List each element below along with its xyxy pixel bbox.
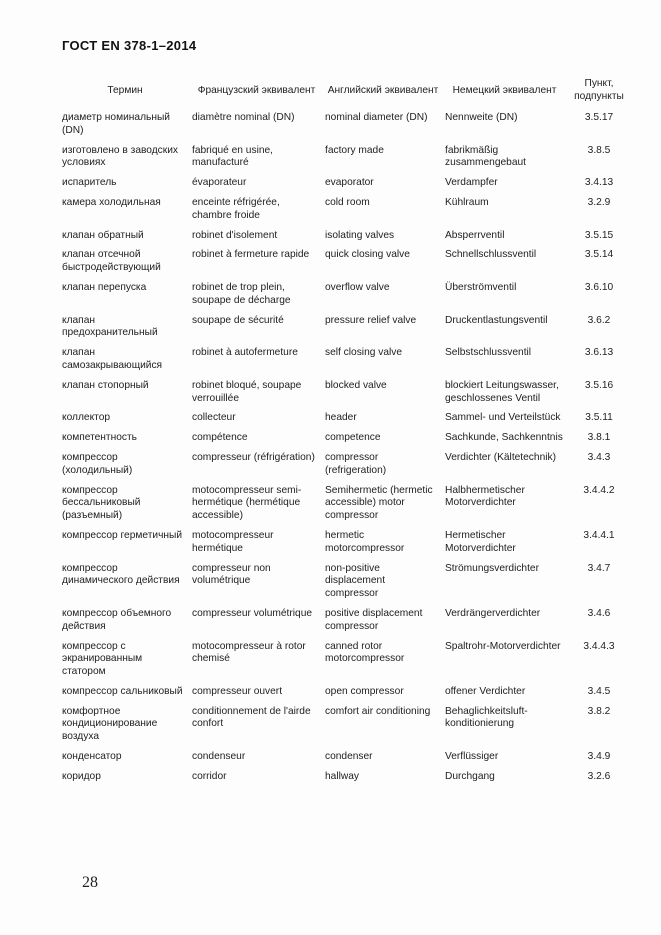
column-header-german: Немецкий эквивалент (452, 84, 557, 96)
english-cell: header (325, 412, 357, 424)
french-cell: motocompresseur semi-hermétique (hermétique accessible) (192, 484, 302, 522)
term-cell: конденсатор (62, 751, 122, 763)
term-cell: испаритель (62, 177, 117, 189)
german-cell: Verdichter (Kältetechnik) (445, 451, 556, 463)
french-cell: conditionnement de l'airde confort (192, 705, 311, 730)
clause-cell: 3.5.11 (585, 412, 613, 424)
term-cell: клапан предохранительный (62, 314, 158, 339)
german-cell: Schnellschlussventil (445, 249, 537, 261)
clause-cell: 3.4.7 (587, 562, 611, 574)
english-cell: factory made (325, 144, 384, 156)
clause-cell: 3.8.2 (587, 705, 611, 717)
german-cell: blockiert Leitungswasser, geschlossenes Ventil (445, 379, 559, 404)
german-cell: Überströmventil (445, 281, 517, 293)
column-header-term: Термин (107, 84, 143, 96)
german-cell: Sachkunde, Sachkenntnis (445, 432, 563, 444)
clause-cell: 3.8.1 (587, 432, 611, 444)
french-cell: robinet bloqué, soupape verrouillée (192, 379, 302, 404)
term-cell: компрессор сальниковый (62, 685, 183, 697)
table-row (60, 177, 632, 197)
term-cell: компрессор динамического действия (62, 562, 180, 587)
german-cell: Druckentlastungsventil (445, 314, 548, 326)
term-cell: компетентность (62, 432, 137, 444)
german-cell: Halbhermetischer Motorverdichter (445, 484, 525, 509)
english-cell: nominal diameter (DN) (325, 112, 428, 123)
french-cell: soupape de sécurité (192, 314, 284, 326)
table-row (60, 751, 632, 771)
german-cell: Kühlraum (445, 196, 489, 208)
table-row (60, 380, 632, 413)
german-cell: Verflüssiger (445, 751, 499, 763)
french-cell: collecteur (192, 412, 236, 424)
clause-cell: 3.4.6 (587, 607, 611, 619)
german-cell: Verdampfer (445, 177, 498, 189)
term-cell: коридор (62, 770, 101, 782)
french-cell: motocompresseur hermétique (192, 529, 274, 554)
table-row (60, 641, 632, 686)
clause-cell: 3.4.9 (587, 751, 611, 763)
french-cell: robinet à fermeture rapide (192, 249, 310, 261)
column-header-clause: Пункт, подпункты (574, 78, 624, 102)
table-header (60, 76, 632, 106)
french-cell: compresseur non volumétrique (192, 562, 271, 587)
terms-table (60, 76, 632, 791)
german-cell: Selbstschlussventil (445, 347, 532, 359)
term-cell: клапан обратный (62, 229, 144, 241)
english-cell: cold room (325, 196, 370, 208)
french-cell: compresseur ouvert (192, 685, 283, 697)
clause-cell: 3.2.9 (587, 196, 611, 208)
clause-cell: 3.6.2 (587, 314, 611, 326)
table-row (60, 530, 632, 563)
german-cell: fabrikmäßig zusammengebaut (445, 144, 526, 169)
french-cell: compétence (192, 432, 248, 444)
french-cell: condenseur (192, 751, 246, 763)
clause-cell: 3.8.5 (587, 144, 611, 156)
german-cell: Sammel- und Verteilstück (445, 412, 561, 424)
table-row (60, 412, 632, 432)
french-cell: compresseur volumétrique (192, 607, 313, 619)
term-cell: изготовлено в заводских условиях (62, 144, 179, 169)
clause-cell: 3.4.3 (587, 451, 611, 463)
english-cell: blocked valve (325, 379, 387, 391)
table-row (60, 608, 632, 641)
table-row (60, 771, 632, 791)
clause-cell: 3.5.16 (584, 379, 614, 391)
table-row (60, 145, 632, 178)
french-cell: robinet à autofermeture (192, 347, 298, 359)
french-cell: compresseur (réfrigération) (192, 451, 315, 463)
table-row (60, 686, 632, 706)
term-cell: компрессор объемного действия (62, 607, 172, 632)
table-row (60, 249, 632, 282)
table-row (60, 315, 632, 348)
german-cell: Verdrängerverdichter (445, 607, 541, 619)
english-cell: overflow valve (325, 281, 390, 293)
term-cell: компрессор с экранированным статором (62, 640, 143, 678)
table-row (60, 485, 632, 530)
german-cell: Hermetischer Motorverdichter (445, 529, 516, 554)
german-cell: Behaglichkeitsluft-konditionierung (445, 705, 528, 730)
english-cell: non-positive displacement compressor (325, 562, 386, 600)
german-cell: Durchgang (445, 770, 495, 782)
german-cell: Spaltrohr-Motorverdichter (445, 640, 561, 652)
document-title: ГОСТ EN 378-1–2014 (62, 38, 197, 53)
table-row (60, 282, 632, 315)
clause-cell: 3.4.13 (584, 177, 614, 189)
clause-cell: 3.5.17 (584, 112, 614, 123)
english-cell: compressor (refrigeration) (325, 451, 387, 476)
clause-cell: 3.4.4.2 (583, 484, 615, 496)
clause-cell: 3.5.14 (584, 249, 614, 261)
term-cell: комфортное кондиционирование воздуха (62, 705, 158, 743)
clause-cell: 3.6.13 (584, 347, 614, 359)
term-cell: диаметр номинальный (DN) (62, 112, 170, 136)
table-row (60, 197, 632, 230)
english-cell: condenser (325, 751, 373, 763)
term-cell: клапан перепуска (62, 281, 147, 293)
term-cell: клапан самозакрывающийся (62, 347, 163, 371)
clause-cell: 3.4.4.1 (583, 529, 615, 541)
term-cell: камера холодильная (62, 196, 161, 208)
table-row (60, 563, 632, 608)
english-cell: open compressor (325, 685, 404, 697)
clause-cell: 3.4.4.3 (583, 640, 615, 652)
english-cell: hallway (325, 770, 359, 782)
english-cell: pressure relief valve (325, 314, 417, 326)
english-cell: positive displacement compressor (325, 607, 423, 632)
french-cell: robinet de trop plein, soupape de décharge (192, 281, 291, 306)
french-cell: motocompresseur à rotor chemisé (192, 640, 306, 665)
english-cell: isolating valves (325, 229, 395, 241)
term-cell: компрессор (холодильный) (62, 451, 133, 476)
german-cell: Strömungsverdichter (445, 562, 539, 574)
table-row (60, 432, 632, 452)
column-header-english: Английский эквивалент (327, 84, 439, 96)
term-cell: клапан стопорный (62, 379, 149, 391)
header-row (60, 76, 632, 106)
table-body (60, 106, 632, 791)
english-cell: Semihermetic (hermetic accessible) motor compressor (325, 484, 433, 522)
english-cell: hermetic motorcompressor (325, 529, 405, 554)
clause-cell: 3.4.5 (587, 685, 611, 697)
table-row (60, 706, 632, 751)
french-cell: robinet d'isolement (192, 229, 278, 241)
english-cell: competence (325, 432, 381, 444)
french-cell: enceinte réfrigérée, chambre froide (192, 196, 280, 221)
german-cell: Absperrventil (445, 229, 505, 241)
german-cell: offener Verdichter (445, 685, 526, 697)
table-row (60, 347, 632, 380)
term-cell: компрессор бессальниковый (разъемный) (62, 484, 141, 522)
term-cell: коллектор (62, 412, 111, 424)
french-cell: fabriqué en usine, manufacturé (192, 144, 273, 169)
clause-cell: 3.2.6 (587, 770, 611, 782)
page-number: 28 (82, 874, 98, 891)
english-cell: canned rotor motorcompressor (325, 640, 405, 665)
english-cell: quick closing valve (325, 249, 410, 261)
french-cell: évaporateur (192, 177, 247, 189)
english-cell: evaporator (325, 177, 374, 189)
table-row (60, 452, 632, 485)
table-row (60, 106, 632, 145)
term-cell: клапан отсечной быстродействующий (62, 249, 161, 274)
english-cell: self closing valve (325, 347, 403, 359)
french-cell: corridor (192, 770, 227, 782)
german-cell: Nennweite (DN) (445, 112, 518, 123)
column-header-french: Французский эквивалент (197, 84, 316, 96)
clause-cell: 3.6.10 (584, 281, 614, 293)
term-cell: компрессор герметичный (62, 529, 183, 541)
table-row (60, 230, 632, 250)
clause-cell: 3.5.15 (584, 229, 614, 241)
french-cell: diamètre nominal (DN) (192, 112, 295, 123)
english-cell: comfort air conditioning (325, 705, 431, 717)
